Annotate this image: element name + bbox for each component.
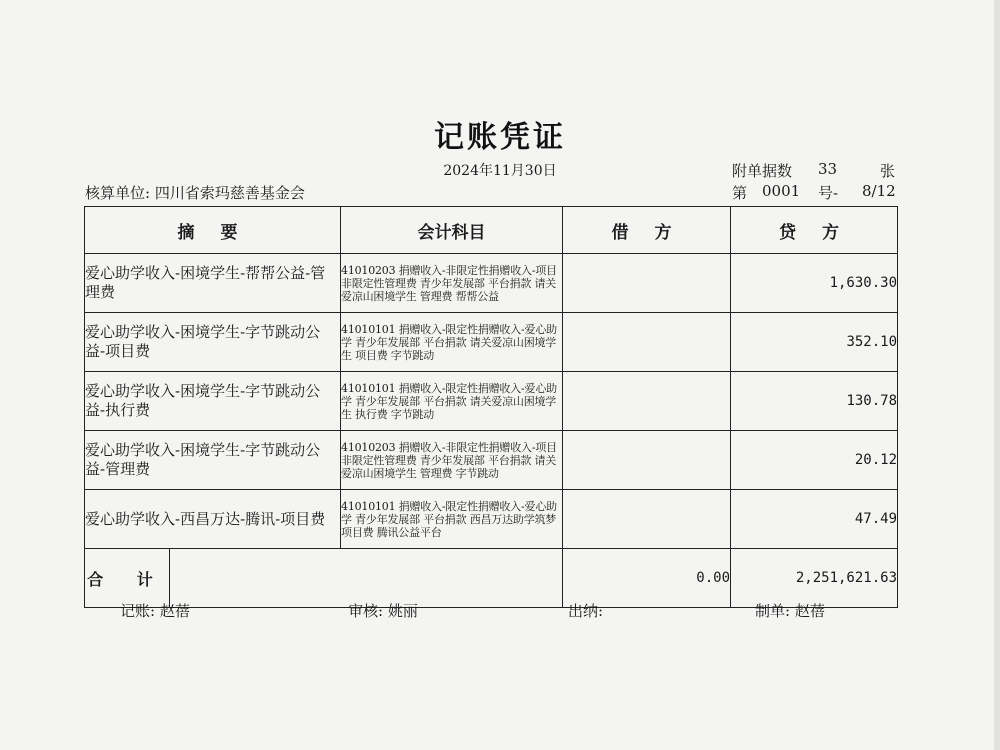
total-credit: 2,251,621.63	[731, 549, 898, 608]
attachment-label: 附单据数	[732, 162, 793, 180]
voucher-num: 0001	[762, 182, 801, 200]
row-credit: 352.10	[731, 313, 898, 372]
row-credit: 20.12	[731, 431, 898, 490]
voucher-hao: 号-	[818, 184, 839, 202]
table-row	[85, 490, 898, 549]
table-row	[85, 254, 898, 313]
row-credit: 1,630.30	[731, 254, 898, 313]
row-summary: 爱心助学收入-困境学生-字节跳动公益-执行费	[85, 372, 341, 431]
total-debit: 0.00	[563, 549, 731, 608]
voucher-page: 8/12	[862, 182, 896, 200]
row-account: 41010101 捐赠收入-限定性捐赠收入-爱心助学 青少年发展部 平台捐款 请关爱凉山困境学生 执行费 字节跳动	[341, 372, 563, 431]
row-debit	[563, 254, 731, 313]
row-credit: 130.78	[731, 372, 898, 431]
reviewer-signature: 审核: 姚丽	[348, 602, 418, 620]
row-debit	[563, 431, 731, 490]
table-row	[85, 313, 898, 372]
table-row	[85, 372, 898, 431]
header-credit: 贷 方	[731, 207, 898, 254]
total-row	[85, 549, 898, 608]
table-header-row	[85, 207, 898, 254]
row-summary: 爱心助学收入-困境学生-字节跳动公益-项目费	[85, 313, 341, 372]
table-row	[85, 431, 898, 490]
voucher-date: 2024年11月30日	[443, 163, 557, 179]
row-account: 41010203 捐赠收入-非限定性捐赠收入-项目非限定性管理费 青少年发展部 平台捐款 请关爱凉山困境学生 管理费 字节跳动	[341, 431, 563, 490]
voucher-number	[732, 182, 902, 203]
attachment-count	[732, 160, 902, 181]
row-account: 41010101 捐赠收入-限定性捐赠收入-爱心助学 青少年发展部 平台捐款 请关爱凉山困境学生 项目费 字节跳动	[341, 313, 563, 372]
row-debit	[563, 490, 731, 549]
header-debit: 借 方	[563, 207, 731, 254]
cashier-signature: 出纳:	[568, 602, 604, 620]
attachment-number: 33	[818, 160, 838, 178]
row-account: 41010203 捐赠收入-非限定性捐赠收入-项目非限定性管理费 青少年发展部 平台捐款 请关爱凉山困境学生 管理费 帮帮公益	[341, 254, 563, 313]
header-account: 会计科目	[341, 207, 563, 254]
row-summary: 爱心助学收入-西昌万达-腾讯-项目费	[85, 490, 341, 549]
voucher-prefix: 第	[732, 184, 748, 202]
bookkeeper-signature: 记账: 赵蓓	[120, 602, 190, 620]
accounting-unit	[85, 182, 305, 203]
voucher-title: 记账凭证	[434, 120, 566, 155]
row-debit	[563, 313, 731, 372]
unit-label: 核算单位:	[85, 184, 151, 202]
header-summary: 摘 要	[85, 207, 341, 254]
unit-name: 四川省索玛慈善基金会	[154, 184, 305, 202]
attachment-unit: 张	[880, 162, 896, 180]
row-summary: 爱心助学收入-困境学生-字节跳动公益-管理费	[85, 431, 341, 490]
total-label: 合 计	[85, 549, 170, 608]
preparer-signature: 制单: 赵蓓	[755, 602, 825, 620]
row-account: 41010101 捐赠收入-限定性捐赠收入-爱心助学 青少年发展部 平台捐款 西昌万达助学筑梦 项目费 腾讯公益平台	[341, 490, 563, 549]
row-credit: 47.49	[731, 490, 898, 549]
row-debit	[563, 372, 731, 431]
row-summary: 爱心助学收入-困境学生-帮帮公益-管理费	[85, 254, 341, 313]
voucher-table	[84, 206, 898, 608]
total-blank	[170, 549, 563, 608]
